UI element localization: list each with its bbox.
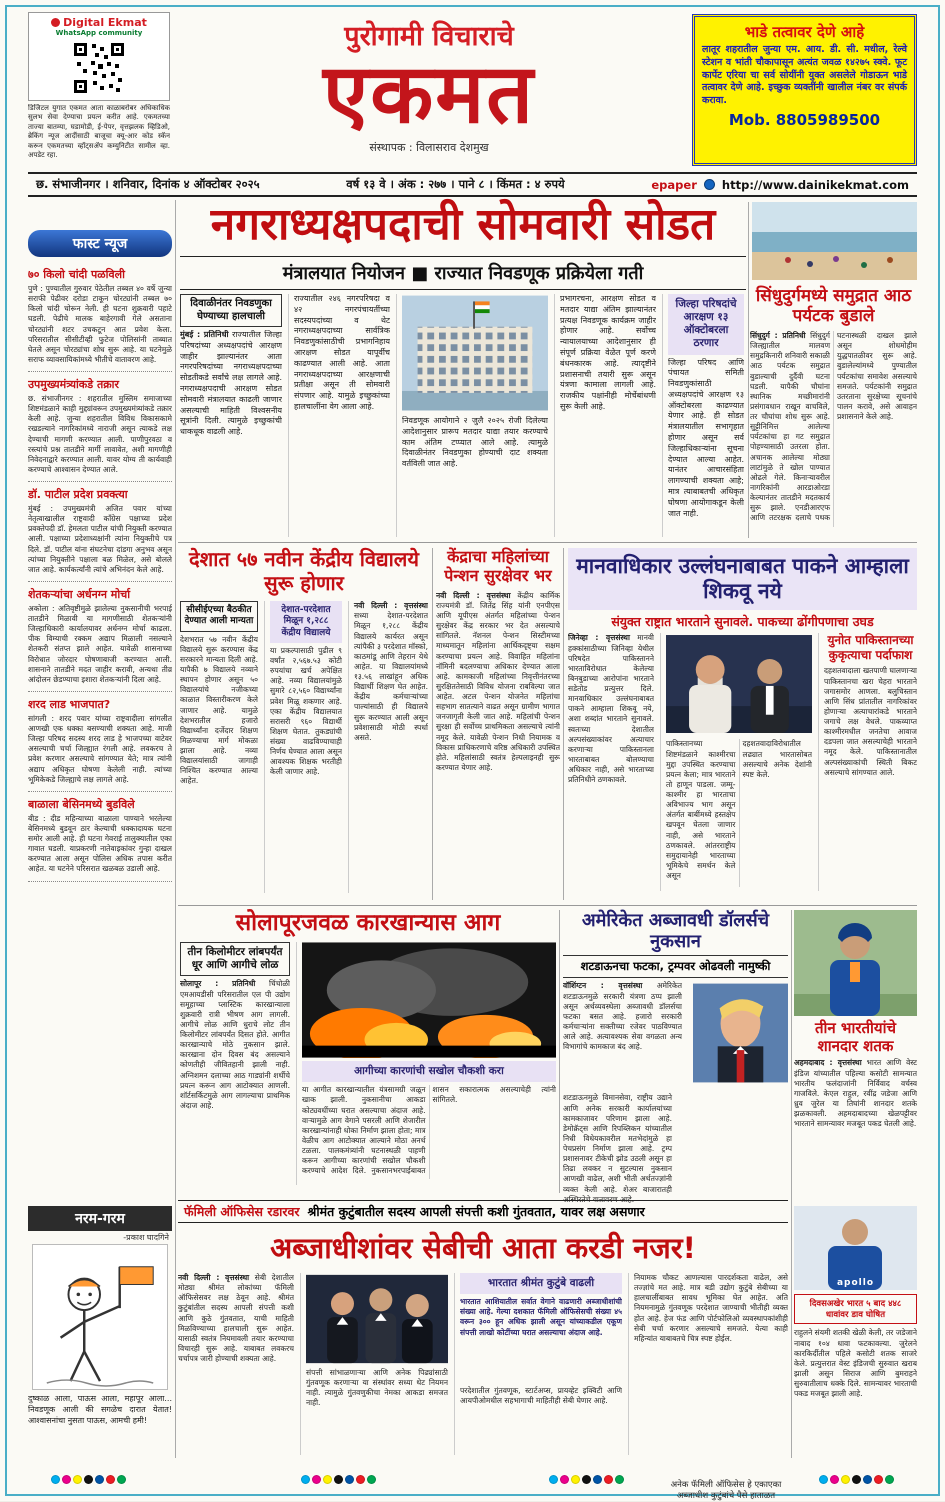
color-dot: [334, 1475, 343, 1484]
rental-ad-box: [692, 14, 917, 166]
color-dot: [301, 1475, 310, 1484]
fast-news-item: [28, 692, 172, 792]
pak-byline: जिनेव्हा : वृत्तसंस्था: [568, 633, 630, 643]
sebi-column-3: [454, 1273, 622, 1455]
family-strip-text: श्रीमंत कुटुंबातील सदस्य आपली संपत्ती कशी गुंतवतात, यावर लक्ष असणार: [307, 1204, 645, 1219]
cartoon-credit: -प्रकाश घादगिने: [123, 1233, 169, 1242]
color-dot: [841, 1475, 850, 1484]
modi-summit-photo: [666, 633, 812, 735]
cricketer-photo: [794, 910, 917, 1016]
epaper-label: epaper: [651, 177, 697, 192]
fire-headline: सोलापूरजवळ कारखान्यास आग: [235, 910, 501, 936]
sebi-text-2: संपत्ती सांभाळणाऱ्या आणि अनेक पिढ्यांसाठी गुंतवणूक करणाऱ्या या संस्थांवर सध्या थेट नियमन नाही. त्यामुळे गुंतवणुकीचा नेमका आकडा समजत नाही.: [306, 1368, 448, 1408]
pak-column-3: [818, 633, 917, 891]
pension-byline: नवी दिल्ली : वृत्तसंस्था: [436, 590, 511, 600]
fire-caption: आगीच्या कारणांची सखोल चौकशी करा: [302, 1061, 556, 1082]
kv-text-1: देशभरात ५७ नवीन केंद्रीय विद्यालये सुरू करण्यास केंद्र सरकारने मान्यता दिली आहे. यापैकी ७ विद्यालये नव्याने स्थापन होणार असून ५० विद्यालयांचे नजीकच्या काळात विस्तारीकरण केले जाणार आहे. यामुळे देशभरातील हजारो विद्यार्थ्यांना दर्जेदार शिक्षण मिळण्याचा मार्ग मोकळा झाला आहे. नव्या विद्यालयांसाठी जागाही निश्चित करण्यात आल्या आहेत.: [180, 634, 258, 786]
globe-icon: [704, 179, 715, 190]
family-offices-strip: [178, 1200, 788, 1223]
usa-byline: वॉशिंग्टन : वृत्तसंस्था: [563, 981, 643, 991]
lead-column-5: [662, 294, 744, 537]
cartoon-caption: दुष्काळ आला, पाऊस आला, महापूर आला... निवडणूक आली की सगळेच दारात येतात! आश्वासनांचा नुसता पाऊस, आमची हमी!: [28, 1394, 172, 1425]
pak-text-1: मानवी हक्कांसाठीच्या जिनिव्हा येथील परिषदेत पाकिस्तानने भारताविरोधात केलेल्या बिनबुडाच्या आरोपांना भारताने सडेतोड प्रत्युत्तर दिले. मानवाधिकार उल्लंघनाबाबत पाकने आम्हाला शिकवू नये, अशा शब्दांत भारताने सुनावले. स्वतःच्या देशातील अल्पसंख्याकांवर अत्याचार करणाऱ्या पाकिस्तानला भारताबाबत बोलण्याचा अधिकार नाही, असे भारताच्या प्रतिनिधीने ठणकावले.: [568, 633, 654, 785]
ad-phone: Mob. 8805989500: [728, 111, 881, 130]
color-dot: [830, 1475, 839, 1484]
cartoon-box: [28, 1206, 172, 1460]
usa-article: [563, 910, 788, 1204]
factory-fire-photo: [302, 942, 556, 1058]
sebi-box-title: भारतात श्रीमंत कुटुंबे वाढली: [460, 1273, 622, 1294]
sebi-text-4: नियामक चौकट आणल्यास पारदर्शकता वाढेल, असे तज्ज्ञांचे मत आहे. मात्र बडी उद्योग कुटुंबे सेबीच्या या हालचालींबाबत सावध भूमिका घेत आहेत. अति नियमनामुळे गुंतवणूक परदेशात जाण्याची भीतीही व्यक्त होत आहे. हेज फंड आणि पोर्टफोलिओ व्यवस्थापकांशीही सेबी चर्चा करणार असल्याचे समजते. येत्या काही महिन्यांत याबाबतचे चित्र स्पष्ट होईल.: [628, 1273, 788, 1455]
fast-news-title-2: उपमुख्यमंत्र्यांकडे तक्रार: [28, 378, 120, 391]
fast-news-body-6: बीड : दीड महिन्याच्या बाळाला पाण्याने भरलेल्या बेसिनमध्ये बुडवून ठार केल्याची धक्कादायक घटना समोर आली आहे. ही घटना गेवराई तालुक्यातील एका गावात घडली. याप्रकरणी नातेवाइकांवर गुन्हा दाखल करण्यात आला असून पोलिस अधिक तपास करीत आहेत. या घटनेने परिसरात खळबळ उडाली आहे.: [28, 813, 172, 874]
fast-news-title-5: शरद लाड भाजपात?: [28, 697, 111, 711]
sebi-article: [178, 1228, 788, 1458]
pak-strapline: संयुक्त राष्ट्रात भारताने सुनावले. पाकच्या ढोंगीपणाचा उघड: [611, 614, 874, 630]
color-dot: [323, 1475, 332, 1484]
color-dot: [571, 1475, 580, 1484]
cartoon-illustration: [32, 1244, 168, 1390]
lead-subheadline: मंत्रालयात नियोजन ■ राज्यात निवडणूक प्रक्रियेला गती: [180, 256, 746, 290]
pak-article: [568, 548, 917, 900]
sindhudurg-article: [750, 286, 917, 538]
masthead-founder: संस्थापक : विलासराव देशमुख: [369, 140, 489, 154]
color-dot: [62, 1475, 71, 1484]
fast-news-item: [28, 582, 172, 692]
pak-headline: मानवाधिकार उल्लंघनाबाबत पाकने आम्हाला शिकवू नये: [568, 548, 917, 610]
lead-headline: नगराध्यक्षपदाची सोमवारी सोडत: [210, 199, 716, 250]
pak-column-2: [660, 633, 812, 891]
divider: [178, 905, 917, 906]
registration-dots: [548, 1469, 625, 1488]
footer-note: [636, 1480, 816, 1502]
fast-news-body-5: सांगली : शरद पवार यांच्या राष्ट्रवादीला सांगलीत आणखी एक धक्का बसण्याची शक्यता आहे. माजी जिल्हा परिषद सदस्य शरद लाड हे भाजपच्या वाटेवर असल्याची चर्चा जिल्ह्यात रंगली आहे. लवकरच ते प्रवेश करणार असल्याचे सांगण्यात येते; मात्र त्यांनी अद्याप अधिकृत घोषणा केलेली नाही. त्यांच्या भूमिकेकडे जिल्ह्याचे लक्ष लागले आहे.: [28, 713, 172, 784]
color-dot: [885, 1475, 894, 1484]
color-dot: [819, 1475, 828, 1484]
cricket-headline: तीन भारतीयांचे शानदार शतक: [814, 1019, 897, 1055]
fire-column-2: [296, 942, 556, 1185]
registration-dots: [50, 1469, 127, 1488]
kv-text-2: या प्रकल्पासाठी पुढील ९ वर्षांत २,५६७.५३ कोटी रुपयांचा खर्च अपेक्षित आहे. नव्या विद्यालयांमुळे सुमारे ८२,५६० विद्यार्थ्यांना प्रवेश मिळू शकणार आहे. एका केंद्रीय विद्यालयात सरासरी ९६० विद्यार्थी शिक्षण घेतात. तुकड्यांची संख्या वाढविण्याचाही निर्णय घेण्यात आला असून आवश्यक शिक्षक भरतीही केली जाणार आहे.: [270, 645, 342, 777]
lead-text-4: प्रभागरचना, आरक्षण सोडत व मतदार याद्या अंतिम झाल्यानंतर प्रत्यक्ष निवडणूक कार्यक्रम जाहीर होणार आहे. सर्वोच्च न्यायालयाच्या आदेशानुसार ही संपूर्ण प्रक्रिया वेळेत पूर्ण करणे बंधनकारक आहे. त्यादृष्टीने प्रशासनाची तयारी सुरू असून यंत्रणा कामाला लागली आहे. राजकीय पक्षांनीही मोर्चेबांधणी सुरू केली आहे.: [554, 294, 656, 537]
lead-article-columns: [180, 294, 744, 537]
cricket-score-box: दिवसअखेर भारत ५ बाद ४४८ धावांवर डाव घोषित: [794, 1294, 917, 1324]
lead-text-5: जिल्हा परिषद आणि पंचायत समिती निवडणुकांसाठी अध्यक्षपदांचे आरक्षण १३ ऑक्टोबरला काढण्यात येणार आहे. ही सोडत मंत्रालयातील सभागृहात होणार असून सर्व जिल्हाधिकाऱ्यांना सूचना देण्यात आल्या आहेत. यानंतर आचारसंहिता लागण्याची शक्यता आहे; मात्र त्याबाबतची अधिकृत घोषणा आयोगाकडून केली जात नाही.: [668, 357, 744, 518]
fast-news-body-2: छ. संभाजीनगर : शहरातील मुस्लिम समाजाच्या शिष्टमंडळाने काही मुद्द्यांवरून उपमुख्यमंत्र्यांकडे तक्रार केली आहे. जुन्या शहरातील विविध विकासकामे रखडल्याने नागरिकांमध्ये नाराजी असून त्याकडे लक्ष देण्याची मागणी करण्यात आली. पाणीपुरवठा व रस्त्यांचे प्रश्न तातडीने मार्गी लावावेत, अशी मागणीही निवेदनाद्वारे करण्यात आली. यावर योग्य ती कार्यवाही करण्याचे आश्वासन देण्यात आले.: [28, 394, 172, 474]
qr-code: [71, 40, 127, 96]
fire-article: [180, 910, 556, 1193]
pak-column-1: [568, 633, 654, 891]
pak-text-3: दहशतवादाला खतपाणी घालणाऱ्या पाकिस्तानचा खरा चेहरा भारताने जगासमोर आणला. बलुचिस्तान आणि सिंध प्रांतातील नागरिकांवर होणाऱ्या अत्याचारांकडे भारताने जगाचे लक्ष वेधले. पाकव्याप्त काश्मीरमधील जनतेचा आवाज दडपला जात असल्याचेही भारताने नमूद केले. पाकिस्तानातील अल्पसंख्याकांची स्थिती बिकट असल्याचे सांगण्यात आले.: [824, 666, 917, 777]
color-dot: [312, 1475, 321, 1484]
color-dot: [604, 1475, 613, 1484]
beach-photo: [752, 202, 917, 280]
kv-column-1: [180, 601, 258, 893]
masthead: [178, 16, 680, 155]
fast-news-title-3: डॉ. पाटील प्रदेश प्रवक्त्या: [28, 488, 128, 501]
color-dot: [582, 1475, 591, 1484]
lead-inset-box: दिवाळीनंतर निवडणुका घेण्याच्या हालचाली: [180, 294, 282, 327]
divider: [791, 910, 792, 1458]
fast-news-item: [28, 482, 172, 582]
pak-text-below: पाकिस्तानच्या शिष्टमंडळाने काश्मीरचा मुद्दा उपस्थित करण्याचा प्रयत्न केला; मात्र भारताने तो हाणून पाडला. जम्मू-काश्मीर हा भारताचा अविभाज्य भाग असून अंतर्गत बाबींमध्ये हस्तक्षेप खपवून घेतला जाणार नाही, असे भारताने ठणकावले. आंतरराष्ट्रीय समुदायानेही भारताच्या भूमिकेचे समर्थन केले असून दहशतवादाविरोधातील लढ्यात भारतासोबत असल्याचे अनेक देशांनी स्पष्ट केले.: [666, 739, 812, 880]
color-dot: [84, 1475, 93, 1484]
color-dot: [593, 1475, 602, 1484]
digital-title: Digital Ekmat: [63, 16, 147, 29]
color-dot: [863, 1475, 872, 1484]
pension-body: केंद्रीय कार्मिक राज्यमंत्री डॉ. जितेंद्र सिंह यांनी एनपीएस आणि यूपीएस अंतर्गत महिलांच्या पेन्शन सुरक्षेवर केंद्र सरकार भर देत असल्याचे सांगितले. नॅशनल पेन्शन सिस्टीमच्या माध्यमातून महिलांना आर्थिकदृष्ट्या सक्षम करण्याचा प्रयत्न आहे. विवाहित महिलांना नॉमिनी बदलण्याचा अधिकार देण्यात आला आहे. कामकाजी महिलांच्या निवृत्तीनंतरच्या सुरक्षिततेसाठी विविध योजना राबविल्या जात आहेत. अटल पेन्शन योजनेत महिलांचा सहभाग सातत्याने वाढत असून ग्रामीण भागात जनजागृती केली जात आहे. महिलांची पेन्शन सुरक्षा ही सर्वोच्च प्राथमिकता असल्याचे त्यांनी नमूद केले. यावेळी पेन्शन निधी नियामक व विकास प्राधिकरणाचे वरिष्ठ अधिकारी उपस्थित होते. महिलांसाठी स्वतंत्र हेल्पलाइनही सुरू करण्यात येणार आहे.: [436, 590, 560, 772]
usa-text-below: शटडाऊनमुळे विमानसेवा, राष्ट्रीय उद्याने आणि अनेक सरकारी कार्यालयांच्या कामकाजावर परिणाम झाला आहे. डेमोक्रॅट्स आणि रिपब्लिकन यांच्यातील निधी विधेयकावरील मतभेदांमुळे हा पेचप्रसंग निर्माण झाला आहे. ट्रम्प प्रशासनावर टीकेची झोड उठली असून हा तिढा लवकर न सुटल्यास नुकसान आणखी वाढेल, अशी भीती अर्थतज्ज्ञांनी व्यक्त केली आहे. शेअर बाजारातही अस्थिरतेचे वातावरण आहे.: [563, 1093, 672, 1204]
sindhudurg-body: सिंधुदुर्ग जिल्ह्यातील मालवण समुद्रकिनारी शनिवारी सकाळी आठ पर्यटक समुद्रात बुडाल्याची दुर्दैवी घटना घडली. यापैकी चौघांना स्थानिक मच्छीमारांनी प्रसंगावधान राखून वाचविले, तर चौघांचा शोध सुरू आहे. सुट्टीनिमित्त आलेल्या पर्यटकांचा हा गट समुद्रात पोहण्यासाठी उतरला होता. अचानक आलेल्या मोठ्या लाटांमुळे ते खोल पाण्यात ओढले गेले. किनाऱ्यावरील नागरिकांनी आरडाओरडा केल्यानंतर तातडीने मदतकार्य सुरू झाले. एनडीआरएफ आणि तटरक्षक दलाचे पथक घटनास्थळी दाखल झाले असून शोधमोहीम युद्धपातळीवर सुरू आहे. बुडालेल्यांमध्ये पुण्यातील पर्यटकांचा समावेश असल्याचे समजते. पर्यटकांनी समुद्रात उतरताना सुरक्षेच्या सूचनांचे पालन करावे, असे आवाहन प्रशासनाने केले आहे.: [750, 331, 917, 523]
masthead-title: एकमत: [322, 47, 536, 142]
sebi-column-1: [178, 1273, 294, 1455]
digital-ekmat-card: [28, 12, 170, 101]
kv-column-2: [264, 601, 342, 893]
fast-news-title-4: शेतकऱ्यांचा अर्धनग्न मोर्चा: [28, 587, 131, 601]
kv-text-3: सध्या देशात-परदेशात मिळून १,२८८ केंद्रीय विद्यालये कार्यरत असून त्यांपैकी ३ परदेशात मॉस्को, काठमांडू आणि तेहरान येथे आहेत. या विद्यालयांमध्ये १३.५६ लाखांहून अधिक विद्यार्थी शिक्षण घेत आहेत. केंद्रीय कर्मचाऱ्यांच्या पाल्यांसाठी ही विद्यालये सुरू करण्यात आली असून प्रवेशासाठी मोठी स्पर्धा असते.: [354, 611, 428, 742]
usa-strapline: शटडाऊनचा फटका, ट्रम्पवर ओढवली नामुष्की: [563, 955, 788, 978]
cricket-article: [794, 910, 917, 1458]
pak-subheadline: युनोत पाकिस्तानच्या कुकृत्याचा पर्दाफाश: [827, 633, 914, 663]
website-url: http://www.dainikekmat.com: [721, 177, 909, 192]
color-dot: [852, 1475, 861, 1484]
footer-note-line-2: अब्जाधीश कुटुंबांचे पैसे हाताळत: [676, 1491, 776, 1502]
fast-news-item: [28, 792, 172, 882]
lead-byline: मुंबई : प्रतिनिधी: [180, 330, 229, 339]
pension-headline: केंद्राचा महिलांच्या पेन्शन सुरक्षेवर भर: [444, 547, 552, 585]
masthead-tagline: पुरोगामी विचाराचे: [344, 21, 514, 52]
fire-deck-box: तीन किलोमीटर लांबपर्यंत धूर आणि आगीचे लोळ: [180, 942, 290, 976]
usa-headline: अमेरिकेत अब्जावधी डॉलर्सचे नुकसान: [581, 910, 770, 953]
fast-news-title-6: बाळाला बेसिनमध्ये बुडविले: [28, 797, 135, 811]
digital-subtitle: WhatsApp community: [55, 29, 143, 37]
sebi-column-2: [300, 1273, 448, 1455]
footer-note-line-1: अनेक फॅमिली ऑफिसेस हे एकाएका: [670, 1480, 782, 1490]
sebi-headline: अब्जाधीशांवर सेबीची आता करडी नजर!: [270, 1231, 696, 1265]
lead-text-2: राज्यातील २४६ नगरपरिषदा व ४२ नगरपंचायतींच्या सदस्यपदांच्या व थेट नगराध्यक्षपदाच्या सार्वत्रिक निवडणुकांसाठीची प्रभागनिहाय आरक्षण सोडत यापूर्वीच काढण्यात आली आहे. आता नगराध्यक्षपदाच्या आरक्षणाची प्रतीक्षा असून ती सोमवारी संपणार आहे. यामुळे इच्छुकांच्या हालचालींना वेग आला आहे.: [288, 294, 390, 537]
ekmat-logo-icon: [51, 18, 60, 27]
color-dot: [874, 1475, 883, 1484]
fast-news-sidebar: [28, 230, 172, 1198]
fast-news-item: [28, 372, 172, 482]
kv-article: [180, 548, 428, 900]
registration-dots: [818, 1469, 895, 1488]
zp-reservation-box: जिल्हा परिषदांचे आरक्षण १३ ऑक्टोबरला ठरणार: [668, 294, 744, 355]
color-dot: [95, 1475, 104, 1484]
sindhudurg-byline: सिंधुदुर्ग : प्रतिनिधी: [750, 331, 806, 341]
fast-news-body-1: पुणे : पुण्यातील गुरुवार पेठेतील तब्बल ४० वर्षे जुन्या सराफी पेढीवर दरोडा टाकून चोरट्यांनी तब्बल ७० किलो चांदी चोरून नेली. ही घटना शुक्रवारी पहाटे घडली. पेढीचे मालक बाहेरगावी गेले असताना चोरट्यांनी शटर उचकटून आत प्रवेश केला. परिसरातील सीसीटीव्ही फुटेज पोलिसांनी ताब्यात घेतले असून चोरट्यांचा शोध सुरू आहे. या घटनेमुळे सराफ व्यावसायिकांमध्ये भीतीचे वातावरण आहे.: [28, 284, 172, 364]
digital-ekmat-box: [28, 12, 170, 170]
fire-text-below: या आगीत कारखान्यातील यंत्रसामग्री जळून खाक झाली. नुकसानीचा आकडा कोट्यवधींच्या घरात असल्याचा अंदाज आहे. वाऱ्यामुळे आग वेगाने पसरली आणि शेजारील कारखान्यांनाही धोका निर्माण झाला होता; मात्र वेळीच आग आटोक्यात आल्याने मोठा अनर्थ टळला. पालकमंत्र्यांनी घटनास्थळी पाहणी करून आगीच्या कारणांची सखोल चौकशी करण्याचे आदेश दिले. नुकसानभरपाईबाबत शासन सकारात्मक असल्याचेही त्यांनी सांगितले.: [302, 1085, 556, 1176]
cricket-text-1: भारत आणि वेस्ट इंडिज यांच्यातील पहिल्या कसोटी सामन्यात भारतीय फलंदाजांनी निर्विवाद वर्चस्व गाजविले. केएल राहुल, रवींद्र जडेजा आणि ध्रुव जुरेल या तिघांनी शानदार शतके झळकावली. अहमदाबादच्या खेळपट्टीवर भारताने सामन्यावर मजबूत पकड घेतली आहे.: [794, 1058, 917, 1129]
divider: [175, 200, 176, 1458]
fast-news-item: [28, 262, 172, 372]
color-dot: [367, 1475, 376, 1484]
lead-column-3: [396, 294, 548, 537]
divider: [432, 548, 433, 900]
cricket-byline: अहमदाबाद : वृत्तसंस्था: [794, 1058, 862, 1068]
lead-column-1: [180, 294, 282, 537]
fire-text-1: चिंचोळी एमआयडीसी परिसरातील एल पी उद्योग समूहाच्या प्लास्टिक कारखान्याला शुक्रवारी रात्री भीषण आग लागली. आगीचे लोळ आणि धुराचे लोट तीन किलोमीटर लांबपर्यंत दिसत होते. आगीत कारखान्याचे मोठे नुकसान झाले. कारखाना दोन दिवस बंद असल्याने कोणतीही जीवितहानी झाली नाही. अग्निशमन दलाच्या आठ गाड्यांनी शर्थीचे प्रयत्न करून आग आटोक्यात आणली. शॉर्टसर्किटमुळे आग लागल्याचा प्राथमिक अंदाज आहे.: [180, 979, 290, 1110]
color-dot: [345, 1475, 354, 1484]
sebi-text-1: सेबी देशातील मोठ्या श्रीमंत लोकांच्या फॅमिली ऑफिसेसवर लक्ष ठेवून आहे. श्रीमंत कुटुंबांतील सदस्य आपली संपत्ती कशी आणि कुठे गुंतवतात, याची माहिती मिळविण्याच्या हालचाली सुरू आहेत. यासाठी स्वतंत्र नियमावली तयार करण्याचा विचारही सुरू आहे. याबाबत लवकरच चर्चापत्र जारी होण्याची शक्यता आहे.: [178, 1273, 294, 1363]
sebi-byline: नवी दिल्ली : वृत्तसंस्था: [178, 1273, 250, 1282]
fire-byline: सोलापूर : प्रतिनिधी: [180, 979, 256, 989]
lead-text-1: राज्यातील जिल्हा परिषदांच्या अध्यक्षपदांचे आरक्षण जाहीर झाल्यानंतर आता नगरपरिषदांच्या नगराध्यक्षपदाच्या सोडतीकडे सर्वांचे लक्ष लागले आहे. नगराध्यक्षपदाची आरक्षण सोडत सोमवारी मंत्रालयात काढली जाणार असल्याची माहिती विश्वसनीय सूत्रांनी दिली. त्यामुळे इच्छुकांची धाकधूक वाढली आहे.: [180, 330, 282, 437]
dateline-epaper: [651, 178, 909, 192]
color-dot: [356, 1475, 365, 1484]
color-dot: [106, 1475, 115, 1484]
color-dot: [615, 1475, 624, 1484]
fast-news-body-3: मुंबई : उपमुख्यमंत्री अजित पवार यांच्या नेतृत्वाखालील राष्ट्रवादी काँग्रेस पक्षाच्या प्रदेश प्रवक्तेपदी डॉ. हेमलता पाटील यांची नियुक्ती करण्यात आली. पक्षाच्या प्रदेशाध्यक्षांनी त्यांना नियुक्तीचे पत्र दिले. डॉ. पाटील यांना संघटनेचा दांडगा अनुभव असून त्यांच्या नियुक्तीने पक्षाला बळ मिळेल, असे बोलले जात आहे. कार्यकर्त्यांनी त्यांचे अभिनंदन केले आहे.: [28, 504, 172, 574]
jersey-sponsor-text: apollo: [836, 1278, 875, 1289]
cricketer-photo-2: [794, 1206, 917, 1290]
fast-news-title-1: ७० किलो चांदी पळविली: [28, 268, 125, 281]
ad-body: लातूर शहरातील जुन्या एम. आय. डी. सी. मधील, रेल्वे स्टेशन व भांती चौकापासून अत्यंत जवळ १४२७५ स्क्वे. फूट कार्पेट एरिया चा सर्व सोयींनी युक्त असलेले गोडाऊन भाडे तत्वावर देणे आहे. इच्छुक व्यक्तींनी खालील नंबर वर संपर्क करावा.: [702, 44, 907, 107]
color-dot: [560, 1475, 569, 1484]
color-dot: [73, 1475, 82, 1484]
sebi-box-body: भारतात आशियातील सर्वात वेगाने वाढणारी अब्जाधीशांची संख्या आहे. गेल्या दशकात फॅमिली ऑफिसेसची संख्या ४५ वरून ३०० हून अधिक झाली असून यांच्याकडील एकूण संपत्ती लाखो कोटींच्या घरात असल्याचा अंदाज आहे.: [460, 1297, 622, 1337]
digital-ekmat-header: [32, 16, 166, 29]
trump-photo: [688, 981, 788, 1085]
color-dot: [549, 1475, 558, 1484]
lead-text-3: निवडणूक आयोगाने २ जुलै २०२५ रोजी दिलेल्या आदेशानुसार प्रारूप मतदार याद्या तयार करण्याचे काम अंतिम टप्प्यात आले आहे. त्यामुळे दिवाळीनंतर निवडणुका होण्याची दाट शक्यता वर्तविली जात आहे.: [402, 416, 548, 469]
divider: [178, 542, 917, 543]
mantralaya-photo: [402, 294, 548, 412]
sebi-text-3: परदेशातील गुंतवणूक, स्टार्टअप्स, प्रायव्हेट इक्विटी आणि आयपीओमधील सहभागाची माहितीही सेबी घेणार आहे.: [460, 1386, 622, 1406]
dateline-bar: [28, 172, 917, 197]
dateline-edition: वर्ष १३ वे । अंक : २७७ । पाने ८ । किंमत : ४ रुपये: [346, 177, 565, 191]
digital-caption: डिजिटल युगात एकमत आता काळाबरोबर अधिकाधिक सुलभ सेवा देण्याचा प्रयत्न करीत आहे. एकमतच्या ताज्या बातम्या, घडामोडी, ई-पेपर, वृत्तझलक व्हिडिओ, ब्रेकिंग न्यूज आदींसाठी बाजूचा क्यू-आर कोड स्कॅन करून एकमतच्या व्हॉट्सॲप कम्युनिटीत सामील व्हा. अपडेट रहा.: [28, 104, 170, 160]
pension-article: [436, 548, 560, 900]
color-dot: [51, 1475, 60, 1484]
registration-dots: [300, 1469, 377, 1488]
divider: [563, 548, 564, 900]
cartoon-title: नरम-गरम: [28, 1206, 172, 1231]
fast-news-header: फास्ट न्यूज: [28, 230, 172, 257]
kv-headline: देशात ५७ नवीन केंद्रीय विद्यालये सुरू होणार: [189, 547, 419, 595]
fast-news-body-4: अकोला : अतिवृष्टीमुळे झालेल्या नुकसानीची भरपाई तातडीने मिळावी या मागणीसाठी शेतकऱ्यांनी जिल्हाधिकारी कार्यालयावर अर्धनग्न मोर्चा काढला. पीक विम्याची रक्कम अद्याप मिळाली नसल्याने शेतकरी संतप्त झाले आहेत. यावेळी शासनाच्या विरोधात जोरदार घोषणाबाजी करण्यात आली. शासनाने तातडीने मदत जाहीर करावी, अन्यथा तीव्र आंदोलन छेडण्याचा इशारा शेतकऱ्यांनी दिला आहे.: [28, 603, 172, 684]
kv-byline: नवी दिल्ली : वृत्तसंस्था: [354, 601, 428, 611]
divider: [559, 910, 560, 1193]
dateline-place-date: छ. संभाजीनगर । शनिवार, दिनांक ४ ऑक्टोबर २०२५: [36, 177, 260, 191]
divider: [748, 202, 749, 538]
kv-column-3: [348, 601, 428, 893]
ad-title: भाडे तत्वावर देणे आहे: [744, 23, 865, 41]
color-dot: [117, 1475, 126, 1484]
businessmen-photo: [306, 1273, 448, 1365]
family-strip-title: फॅमिली ऑफिसेस रडारवर: [184, 1204, 300, 1219]
sindhudurg-headline: सिंधुदुर्गमध्ये समुद्रात आठ पर्यटक बुडाले: [755, 286, 912, 327]
kv-approval-box: सीसीईएच्या बैठकीत देण्यात आली मान्यता: [180, 601, 258, 632]
kv-count-box: देशात-परदेशात मिळून १,२८८ केंद्रीय विद्यालये: [270, 601, 342, 643]
fire-column-1: [180, 942, 290, 1185]
usa-text-1: अमेरिकेत शटडाऊनमुळे सरकारी यंत्रणा ठप्प झाली असून अर्थव्यवस्थेला अब्जावधी डॉलर्सचा फटका बसत आहे. हजारो सरकारी कर्मचाऱ्यांना सक्तीच्या रजेवर पाठविण्यात आले आहे. अत्यावश्यक सेवा वगळता अन्य विभागांचे कामकाज बंद आहे.: [563, 981, 682, 1052]
cricket-text-2: राहुलने संयमी शतकी खेळी केली, तर जडेजाने नाबाद १०४ धावा फटकावल्या. जुरेलने कारकिर्दीतील पहिले कसोटी शतक साजरे केले. प्रत्युत्तरात वेस्ट इंडिजची सुरुवात खराब झाली असून सिराज आणि बुमराहने सुरुवातीलाच धक्के दिले. सामन्यावर भारताची पकड मजबूत झाली आहे.: [794, 1328, 917, 1399]
